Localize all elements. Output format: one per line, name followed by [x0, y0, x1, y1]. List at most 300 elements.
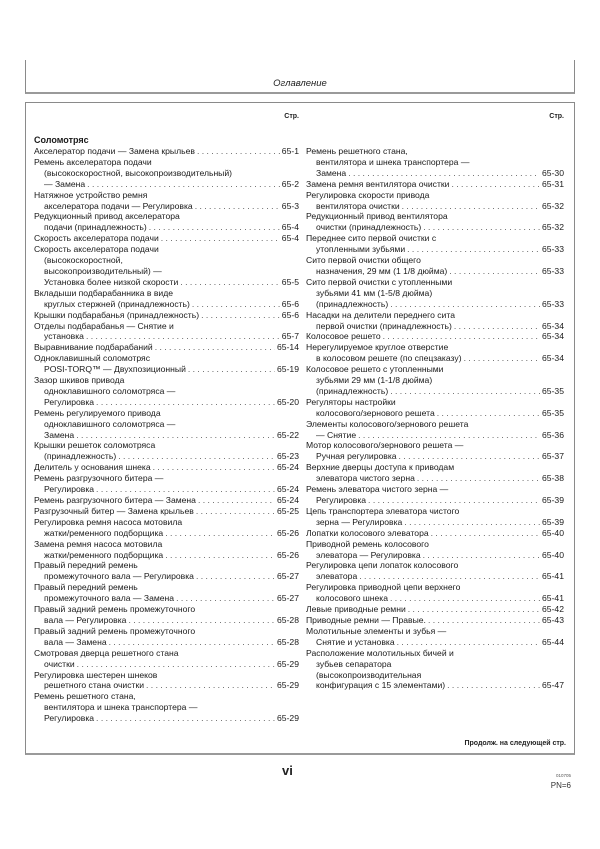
toc-entry-line: Молотильные элементы и зубья — [306, 625, 447, 636]
toc-entry-text: Выравнивание подбарабаний [34, 342, 153, 353]
toc-entry-last-line [306, 244, 564, 255]
toc-entry-line: Правый передний ремень [34, 582, 138, 593]
dot-leader [449, 179, 540, 190]
dot-leader [196, 495, 275, 506]
toc-entry-page: 65-29 [277, 680, 299, 691]
page-number: vi [282, 763, 293, 778]
toc-entry-page: 65-23 [277, 451, 299, 462]
dot-leader [144, 680, 275, 691]
toc-entry[interactable] [34, 626, 299, 648]
toc-entry-line: Ремень решетного стана, [306, 146, 408, 156]
toc-entry-page: 65-4 [281, 222, 299, 233]
toc-entry-text: элеватора — Регулировка [316, 549, 421, 560]
toc-entry[interactable] [306, 255, 564, 277]
toc-entry[interactable] [306, 397, 564, 419]
toc-entry[interactable] [306, 233, 564, 255]
toc-entry-last-line [34, 593, 299, 604]
toc-entry-text: Установка более низкой скорости [44, 276, 179, 287]
toc-entry-line: Приводной ремень колосового [306, 538, 429, 549]
toc-entry-line: Одноклавишный соломотряс [34, 353, 150, 364]
toc-entry-text: подачи (принадлежность) [44, 222, 147, 233]
dot-leader [402, 517, 540, 528]
toc-entry-text: Замена ремня вентилятора очистки [306, 178, 450, 189]
toc-entry-page: 65-32 [542, 222, 564, 233]
toc-entry[interactable] [34, 190, 299, 212]
toc-entry-last-line [34, 310, 299, 321]
dot-leader [195, 146, 280, 157]
toc-entry[interactable] [306, 277, 564, 310]
toc-entry-page: 65-41 [542, 571, 564, 582]
toc-entry-last-line [34, 430, 299, 441]
toc-entry[interactable] [306, 419, 564, 441]
toc-entry-last-line [306, 321, 564, 332]
toc-entry[interactable] [34, 288, 299, 310]
toc-entry-line: вентилятора и шнека транспортера — [316, 156, 470, 167]
toc-entry-text: Левые приводные ремни [306, 604, 406, 615]
dot-leader [445, 680, 540, 691]
toc-entry[interactable] [306, 179, 564, 190]
toc-entry-last-line [34, 484, 299, 495]
toc-entry-text: Акселератор подачи — Замена крыльев [34, 146, 195, 156]
dot-leader [397, 451, 540, 462]
toc-entry-page: 65-36 [542, 429, 564, 440]
toc-entry-text: (принадлежность) [44, 451, 117, 462]
toc-entry-page: 65-34 [542, 320, 564, 331]
dot-leader [74, 430, 275, 441]
toc-entry[interactable] [34, 691, 299, 724]
toc-entry-line: Отделы подбарабанья — Снятие и [34, 320, 174, 331]
toc-entry-text: Разгрузочный битер — Замена крыльев [34, 505, 194, 516]
dot-leader [151, 462, 275, 473]
toc-entry-last-line [306, 528, 564, 539]
toc-entry-page: 65-42 [542, 604, 564, 615]
toc-entry-text: POSI-TORQ™ — Двухпозиционный [44, 364, 186, 375]
toc-entry-line: (высокоскоростной, высокопроизводительный) [44, 167, 233, 178]
toc-entry[interactable] [306, 331, 564, 342]
toc-entry-text: промежуточного вала — Регулировка [44, 571, 194, 582]
toc-entry-text: назначения, 29 мм (1 1/8 дюйма) [316, 265, 448, 276]
toc-entry-last-line [34, 462, 299, 473]
toc-entry-text: Замена [44, 429, 75, 440]
toc-entry[interactable] [306, 604, 564, 615]
toc-entry[interactable] [34, 473, 299, 495]
toc-entry-text: Регулировка [44, 484, 95, 495]
toc-entry-text: Ручная регулировка [316, 451, 397, 462]
toc-entry-text: (принадлежность) [316, 298, 389, 309]
toc-entry[interactable] [34, 146, 299, 157]
toc-entry-line: Правый задний ремень промежуточного [34, 625, 196, 636]
dot-leader [447, 266, 540, 277]
dot-leader [190, 299, 280, 310]
toc-entry-page: 65-24 [277, 495, 299, 505]
toc-entry[interactable] [306, 190, 564, 212]
toc-entry-last-line [306, 495, 564, 506]
toc-entry-page: 65-24 [277, 484, 299, 495]
toc-entry[interactable] [306, 462, 564, 484]
dot-leader [421, 222, 540, 233]
toc-entry-line: Правый передний ремень [34, 560, 138, 571]
toc-entry-page: 65-22 [277, 429, 299, 440]
toc-entry-page: 65-34 [542, 353, 564, 364]
toc-entry[interactable] [34, 342, 299, 353]
toc-entry-page: 65-19 [277, 364, 299, 375]
toc-entry[interactable] [34, 517, 299, 539]
toc-box [25, 102, 575, 755]
toc-entry-line: Насадки на делители переднего сита [306, 309, 455, 320]
dot-leader [193, 201, 280, 212]
toc-entry[interactable] [306, 146, 564, 179]
toc-entry[interactable] [34, 506, 299, 517]
toc-entry-page: 65-39 [542, 495, 564, 505]
toc-entry-page: 65-26 [277, 527, 299, 538]
toc-entry-last-line [34, 201, 299, 212]
toc-entry-last-line [306, 517, 564, 528]
toc-entry[interactable] [306, 484, 564, 506]
toc-entry-text: элеватора [316, 571, 358, 582]
toc-entry-line: Цепь транспортера элеватора чистого [306, 505, 460, 516]
dot-leader [147, 222, 280, 233]
toc-entry-page: 65-29 [277, 713, 299, 724]
dot-leader [388, 593, 540, 604]
toc-entry-page: 65-35 [542, 385, 564, 396]
toc-entry-text: очистки [44, 658, 75, 669]
continued-note: Продолж. на следующей стр. [464, 740, 566, 747]
toc-entry-line: Нерегулируемое круглое отверстие [306, 342, 449, 353]
toc-entry-last-line [34, 331, 299, 342]
dot-leader [159, 233, 280, 244]
dot-leader [426, 615, 540, 626]
toc-entry-last-line [306, 451, 564, 462]
toc-entry-line: Верхние дверцы доступа к приводам [306, 462, 455, 473]
toc-entry-line: Элементы колосового/зернового решета [306, 418, 469, 429]
toc-entry-line: вентилятора и шнека транспортера — [44, 702, 198, 713]
toc-entry-last-line [306, 222, 564, 233]
toc-entry-page: 65-39 [542, 516, 564, 527]
toc-entry-text: промежуточного вала — Замена [44, 593, 175, 604]
dot-leader [421, 550, 540, 561]
toc-entry-text: Колосовое решето [306, 331, 381, 342]
toc-entry-line: Вкладыши подбарабанника в виде [34, 287, 174, 298]
toc-entry-last-line [34, 222, 299, 233]
toc-entry-text: круглых стержней (принадлежность) [44, 298, 190, 309]
toc-entry[interactable] [34, 539, 299, 561]
toc-entry-page: 65-40 [542, 527, 564, 538]
toc-entry[interactable] [34, 462, 299, 473]
toc-entry-last-line [34, 637, 299, 648]
toc-entry-text: Снятие и установка [316, 636, 395, 647]
page-column-label: Стр. [549, 113, 564, 120]
toc-entry-line: Ремень акселератора подачи [34, 156, 152, 167]
doc-code: 010705 [555, 773, 571, 778]
toc-entry-line: Редукционный привод акселератора [34, 211, 180, 222]
toc-entry-last-line [34, 495, 299, 506]
toc-entry-line: (высокоскоростной, [44, 255, 123, 266]
toc-entry-last-line [34, 680, 299, 691]
toc-entry-page: 65-2 [281, 178, 299, 189]
toc-entry-page: 65-43 [542, 614, 564, 625]
toc-entry[interactable] [306, 211, 564, 233]
toc-entry-page: 65-27 [277, 593, 299, 604]
toc-entry-text: зерна — Регулировка [316, 516, 403, 527]
toc-entry-text: жатки/ременного подборщика [44, 549, 164, 560]
toc-entry-page: 65-29 [277, 658, 299, 669]
toc-entry-line: Ремень элеватора чистого зерна — [306, 484, 449, 495]
toc-list-left [34, 146, 299, 724]
dot-leader [415, 473, 540, 484]
toc-entry-text: Ремень разгрузочного битера — Замена [34, 495, 196, 505]
toc-entry-page: 65-30 [542, 167, 564, 178]
toc-entry-last-line [34, 615, 299, 626]
toc-list-right [306, 146, 564, 691]
toc-column-left [34, 113, 299, 724]
dot-leader [435, 408, 540, 419]
toc-entry-page: 65-3 [281, 200, 299, 211]
toc-entry-line: зубьев сепаратора [316, 658, 392, 669]
toc-entry[interactable] [34, 244, 299, 288]
toc-entry-last-line [306, 593, 564, 604]
toc-entry-last-line [306, 615, 564, 626]
toc-entry-page: 65-31 [542, 178, 564, 189]
toc-entry-text: в колосовом решете (по спецзаказу) [316, 353, 462, 364]
toc-entry[interactable] [34, 157, 299, 190]
toc-entry-page: 65-38 [542, 473, 564, 484]
toc-entry-page: 65-5 [281, 276, 299, 287]
toc-entry-last-line [306, 408, 564, 419]
dot-leader [75, 659, 275, 670]
toc-entry-text: Регулировка [44, 396, 95, 407]
toc-entry-line: Регулировка приводной цепи верхнего [306, 582, 461, 593]
toc-entry-line: Редукционный привод вентилятора [306, 211, 448, 222]
toc-entry-page: 65-37 [542, 451, 564, 462]
toc-entry-line: высокопроизводительный) — [44, 265, 162, 276]
dot-leader [405, 244, 540, 255]
toc-entry-last-line [34, 506, 299, 517]
toc-entry-text: очистки (принадлежность) [316, 222, 422, 233]
pn-label: PN=6 [550, 781, 571, 790]
toc-entry[interactable] [306, 440, 564, 462]
toc-entry[interactable] [306, 560, 564, 582]
dot-leader [400, 201, 540, 212]
dot-leader [356, 430, 540, 441]
toc-entry-line: Регулировка ремня насоса мотовила [34, 516, 183, 527]
toc-entry-line: Смотровая дверца решетного стана [34, 647, 179, 658]
dot-leader [194, 571, 275, 582]
dot-leader [388, 299, 540, 310]
toc-entry-line: Правый задний ремень промежуточного [34, 604, 196, 615]
dot-leader [199, 310, 280, 321]
toc-entry-last-line [306, 473, 564, 484]
dot-leader [94, 397, 275, 408]
toc-entry-text: элеватора чистого зерна [316, 473, 415, 484]
spacer [306, 135, 564, 146]
toc-entry[interactable] [306, 626, 564, 648]
toc-entry-line: Сито первой очистки общего [306, 255, 421, 266]
toc-entry-text: вала — Регулировка [44, 614, 127, 625]
toc-entry-last-line [34, 451, 299, 462]
dot-leader [429, 528, 540, 539]
toc-entry-last-line [34, 659, 299, 670]
toc-entry-page: 65-47 [542, 680, 564, 691]
section-title: Соломотряс [34, 135, 89, 145]
toc-entry-text: Приводные ремни — Правые. [306, 614, 426, 625]
toc-entry[interactable] [34, 353, 299, 375]
toc-entry-line: Крышки решеток соломотряса [34, 440, 156, 451]
toc-entry-text: жатки/ременного подборщика [44, 527, 164, 538]
dot-leader [94, 713, 275, 724]
toc-entry[interactable] [34, 648, 299, 670]
toc-entry[interactable] [34, 440, 299, 462]
toc-entry-page: 65-34 [542, 331, 564, 342]
toc-entry[interactable] [34, 582, 299, 604]
toc-entry-last-line [34, 146, 299, 157]
dot-leader [186, 364, 275, 375]
toc-entry-line: (высокопроизводительная [316, 669, 422, 680]
toc-entry[interactable] [34, 310, 299, 321]
toc-entry-text: Лопатки колосового элеватора [306, 527, 429, 538]
toc-entry-page: 65-1 [281, 146, 299, 156]
toc-entry[interactable] [306, 342, 564, 364]
toc-entry-text: установка [44, 331, 84, 342]
toc-entry[interactable] [306, 539, 564, 561]
toc-entry-text: колосового/зернового решета [316, 407, 435, 418]
toc-entry[interactable] [34, 604, 299, 626]
toc-entry[interactable] [34, 211, 299, 233]
toc-entry-last-line [306, 430, 564, 441]
dot-leader [107, 637, 275, 648]
dot-leader [84, 331, 280, 342]
toc-entry-page: 65-33 [542, 265, 564, 276]
dot-leader [174, 593, 275, 604]
toc-entry-last-line [306, 604, 564, 615]
toc-entry[interactable] [34, 233, 299, 244]
dot-leader [85, 179, 280, 190]
toc-entry-last-line [306, 201, 564, 212]
toc-entry-line: зубьями 29 мм (1-1/8 дюйма) [316, 375, 433, 386]
toc-entry-line: Колосовое решето с утопленными [306, 364, 444, 375]
toc-entry-text: вала — Замена [44, 636, 107, 647]
toc-entry-last-line [306, 680, 564, 691]
toc-entry-page: 65-35 [542, 407, 564, 418]
toc-entry-line: Замена ремня насоса мотовила [34, 538, 163, 549]
toc-entry-text: акселератора подачи — Регулировка [44, 200, 193, 211]
toc-entry-page: 65-25 [277, 505, 299, 516]
toc-entry-line: Переднее сито первой очистки с [306, 233, 437, 244]
toc-entry[interactable] [34, 495, 299, 506]
toc-entry-line: Скорость акселератора подачи [34, 244, 159, 255]
toc-entry-line: Регулировка скорости привода [306, 189, 430, 200]
toc-entry[interactable] [306, 615, 564, 626]
toc-entry-page: 65-28 [277, 636, 299, 647]
toc-entry-last-line [34, 277, 299, 288]
toc-entry[interactable] [306, 310, 564, 332]
dot-leader [153, 342, 275, 353]
toc-entry-page: 65-33 [542, 298, 564, 309]
dot-leader [357, 571, 540, 582]
toc-entry-last-line [306, 299, 564, 310]
toc-entry-line: Мотор колосового/зернового решета — [306, 440, 464, 451]
toc-entry-page: 65-7 [281, 331, 299, 342]
dot-leader [381, 331, 540, 342]
header-box [25, 60, 575, 94]
toc-entry[interactable] [306, 528, 564, 539]
toc-entry-last-line [306, 331, 564, 342]
toc-entry-line: зубьями 41 мм (1-5/8 дюйма) [316, 287, 433, 298]
toc-entry-page: 65-40 [542, 549, 564, 560]
toc-entry-page: 65-26 [277, 549, 299, 560]
toc-entry[interactable] [34, 670, 299, 692]
dot-leader [406, 604, 540, 615]
toc-entry-page: 65-24 [277, 462, 299, 473]
toc-entry-line: Расположение молотильных бичей и [306, 647, 454, 658]
toc-entry-page: 65-6 [281, 298, 299, 309]
toc-entry-line: Ремень разгрузочного битера — [34, 473, 164, 484]
toc-entry[interactable] [34, 560, 299, 582]
toc-entry-text: решетного стана очистки [44, 680, 145, 691]
toc-entry-last-line [306, 550, 564, 561]
toc-entry-page: 65-33 [542, 244, 564, 255]
dot-leader [395, 637, 540, 648]
toc-entry[interactable] [306, 582, 564, 604]
toc-entry-last-line [34, 550, 299, 561]
toc-entry-line: Ремень регулируемого привода [34, 407, 161, 418]
toc-entry-last-line [34, 233, 299, 244]
toc-entry-last-line [34, 528, 299, 539]
toc-entry[interactable] [306, 648, 564, 692]
toc-entry-last-line [34, 364, 299, 375]
toc-entry-line: Регулировка шестерен шнеков [34, 669, 158, 680]
toc-entry-last-line [306, 168, 564, 179]
toc-entry-line: Регуляторы настройки [306, 396, 396, 407]
toc-entry-line: Натяжное устройство ремня [34, 189, 148, 200]
toc-entry-line: Регулировка цепи лопаток колосового [306, 560, 459, 571]
toc-entry[interactable] [306, 364, 564, 397]
toc-entry-text: — Снятие [316, 429, 357, 440]
toc-entry[interactable] [306, 506, 564, 528]
toc-entry[interactable] [34, 408, 299, 441]
toc-entry-text: Крышки подбарабанья (принадлежность) [34, 309, 200, 320]
page-column-label: Стр. [284, 113, 299, 120]
toc-entry[interactable] [34, 321, 299, 343]
toc-entry-page: 65-44 [542, 636, 564, 647]
toc-entry-last-line [34, 713, 299, 724]
dot-leader [94, 484, 275, 495]
dot-leader [388, 386, 540, 397]
toc-entry-text: Регулировка [44, 713, 95, 724]
toc-entry-text: утопленными зубьями [316, 244, 406, 255]
toc-entry-text: первой очистки (принадлежность) [316, 320, 452, 331]
toc-entry-page: 65-41 [542, 593, 564, 604]
toc-entry-page: 65-32 [542, 200, 564, 211]
toc-entry-line: Зазор шкивов привода [34, 375, 125, 386]
dot-leader [194, 506, 275, 517]
dot-leader [366, 495, 540, 506]
toc-entry[interactable] [34, 375, 299, 408]
toc-entry-last-line [306, 571, 564, 582]
toc-entry-last-line [34, 397, 299, 408]
toc-entry-line: одноклавишного соломотряса — [44, 418, 176, 429]
dot-leader [178, 277, 279, 288]
dot-leader [462, 353, 540, 364]
toc-entry-last-line [306, 353, 564, 364]
toc-entry-page: 65-14 [277, 342, 299, 353]
toc-entry-text: Замена [316, 167, 347, 178]
toc-entry-line: Ремень решетного стана, [34, 691, 136, 702]
toc-entry-text: конфигурация с 15 элементами) [316, 680, 446, 691]
toc-column-right [306, 113, 564, 691]
dot-leader [163, 550, 275, 561]
toc-entry-last-line [306, 637, 564, 648]
toc-entry-line: Сито первой очистки с утопленными [306, 276, 453, 287]
